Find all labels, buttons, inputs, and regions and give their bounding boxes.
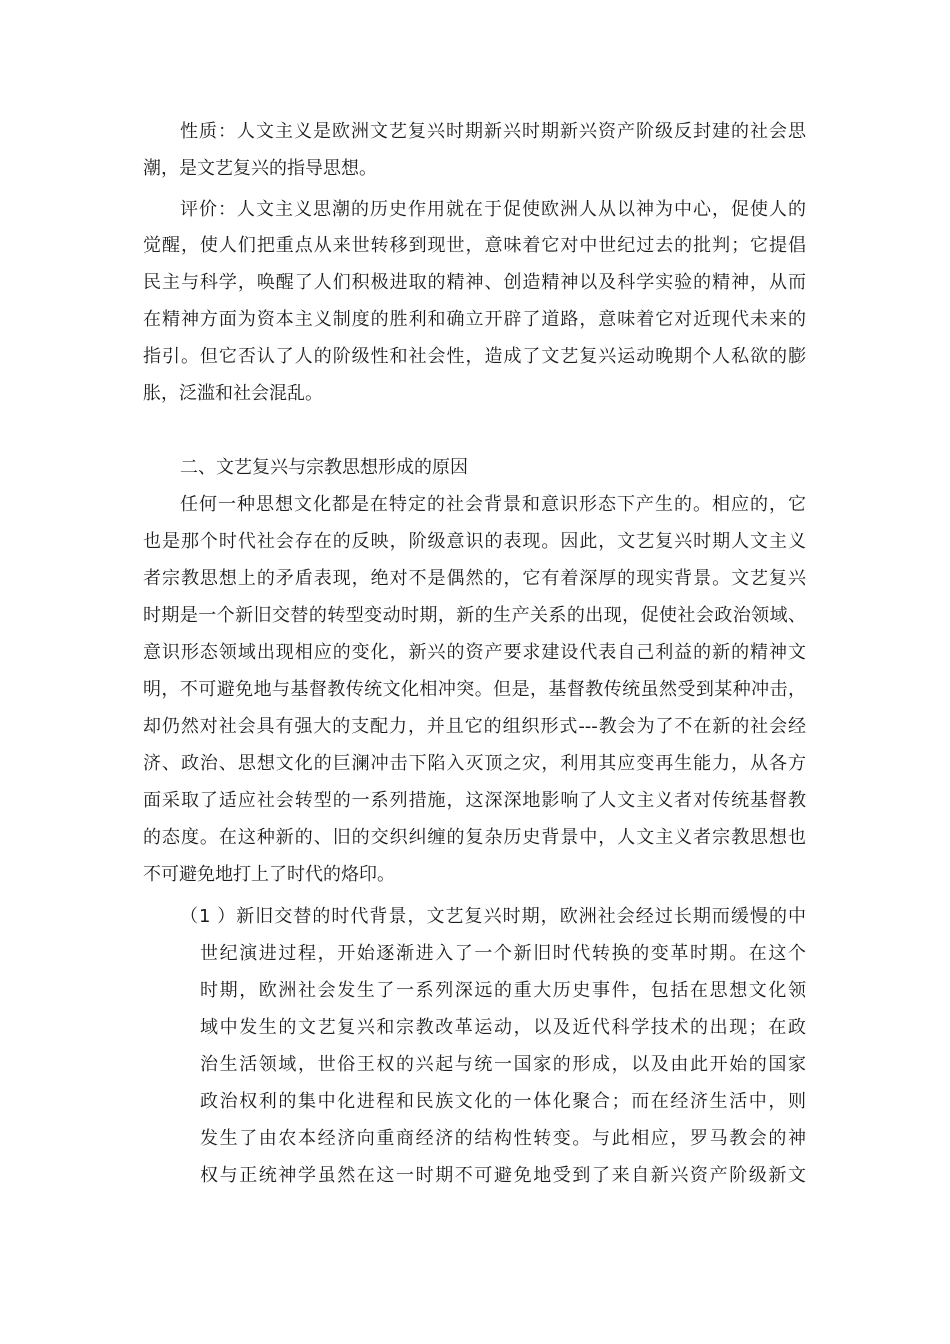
paragraph-line: 明，不可避免地与基督教传统文化相冲突。但是，基督教传统虽然受到某种冲击， <box>143 679 806 700</box>
paragraph-line: 任何一种思想文化都是在特定的社会背景和意识形态下产生的。相应的，它 <box>180 494 806 515</box>
paragraph-line: 在精神方面为资本主义制度的胜利和确立开辟了道路，意味着它对近现代未来的 <box>143 309 806 330</box>
list-item-line: （1 ）新旧交替的时代背景，文艺复兴时期，欧洲社会经过长期而缓慢的中 <box>180 906 806 927</box>
paragraph-line: 者宗教思想上的矛盾表现，绝对不是偶然的，它有着深厚的现实背景。文艺复兴 <box>143 568 806 589</box>
list-item-line: 时期，欧洲社会发生了一系列深远的重大历史事件，包括在思想文化领 <box>200 980 806 1001</box>
section-heading: 二、文艺复兴与宗教思想形成的原因 <box>180 457 468 478</box>
paragraph-line: 胀，泛滥和社会混乱。 <box>143 383 323 404</box>
paragraph-line: 的态度。在这种新的、旧的交织纠缠的复杂历史背景中，人文主义者宗教思想也 <box>143 827 806 848</box>
paragraph-line: 也是那个时代社会存在的反映，阶级意识的表现。因此，文艺复兴时期人文主义 <box>143 531 806 552</box>
list-item-line: 权与正统神学虽然在这一时期不可避免地受到了来自新兴资产阶级新文 <box>200 1165 806 1186</box>
list-item-line: 政治权利的集中化进程和民族文化的一体化聚合；而在经济生活中，则 <box>200 1091 806 1112</box>
paragraph-line: 潮，是文艺复兴的指导思想。 <box>143 158 377 179</box>
paragraph-line: 指引。但它否认了人的阶级性和社会性，造成了文艺复兴运动晚期个人私欲的膨 <box>143 346 806 367</box>
list-item-line: 域中发生的文艺复兴和宗教改革运动，以及近代科学技术的出现；在政 <box>200 1017 806 1038</box>
paragraph-line: 却仍然对社会具有强大的支配力，并且它的组织形式---教会为了不在新的社会经 <box>143 716 806 737</box>
paragraph-line: 时期是一个新旧交替的转型变动时期，新的生产关系的出现，促使社会政治领域、 <box>143 605 806 626</box>
paragraph-line: 不可避免地打上了时代的烙印。 <box>143 864 395 885</box>
paragraph-line: 济、政治、思想文化的巨澜冲击下陷入灭顶之灾，利用其应变再生能力，从各方 <box>143 753 806 774</box>
paragraph-line: 评价：人文主义思潮的历史作用就在于促使欧洲人从以神为中心，促使人的 <box>180 199 806 220</box>
paragraph-line: 性质：人文主义是欧洲文艺复兴时期新兴时期新兴资产阶级反封建的社会思 <box>180 121 806 142</box>
list-item-line: 发生了由农本经济向重商经济的结构性转变。与此相应，罗马教会的神 <box>200 1128 806 1149</box>
paragraph-line: 意识形态领域出现相应的变化，新兴的资产要求建设代表自己利益的新的精神文 <box>143 642 806 663</box>
list-item-line: 治生活领域，世俗王权的兴起与统一国家的形成，以及由此开始的国家 <box>200 1054 806 1075</box>
list-item-line: 世纪演进过程，开始逐渐进入了一个新旧时代转换的变革时期。在这个 <box>200 943 806 964</box>
paragraph-line: 觉醒，使人们把重点从来世转移到现世，意味着它对中世纪过去的批判；它提倡 <box>143 235 806 256</box>
paragraph-line: 民主与科学，唤醒了人们积极进取的精神、创造精神以及科学实验的精神，从而 <box>143 272 806 293</box>
paragraph-line: 面采取了适应社会转型的一系列措施，这深深地影响了人文主义者对传统基督教 <box>143 790 806 811</box>
